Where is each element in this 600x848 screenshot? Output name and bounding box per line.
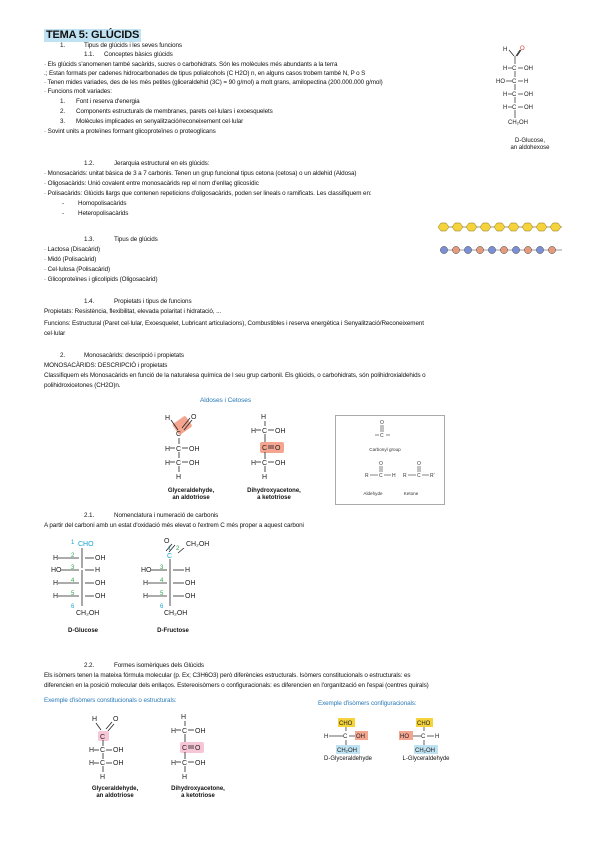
polysaccharide-chains-figure: [436, 219, 566, 259]
svg-text:R: R: [365, 473, 369, 479]
text-line: · Els glúcids s'anomenen també sacàrids, sucres o carbohidrats. Són les molècules més abundants a la terra: [44, 61, 338, 68]
text-line: diferencien en la posició molecular dels enllaços. Estereoisòmers o configuracionals: es diferencien en l'organització en l'espai (centres quirals): [44, 682, 429, 689]
d-glyceraldehyde-caption: D-Glyceraldehyde: [323, 756, 373, 762]
svg-text:C: C: [417, 473, 421, 479]
section-1-1-number: 1.1.: [84, 51, 95, 58]
bullet-item: Homopolisacàrids: [78, 200, 127, 207]
svg-text:O: O: [520, 46, 525, 52]
text-line: Propietats: Resistència, flexibilitat, elevada polaritat i hidratació, ...: [44, 308, 222, 315]
glyceraldehyde-structure: [160, 410, 230, 490]
ketone-label: Ketone: [403, 491, 419, 496]
svg-text:H: H: [143, 593, 149, 600]
svg-text:OH: OH: [113, 747, 124, 754]
section-1-4-heading: Propietats i tipus de funcions: [114, 298, 192, 305]
svg-text:6: 6: [71, 604, 75, 610]
svg-text:H: H: [95, 567, 101, 574]
isomer-dihydroxyacetone-caption-1: Dihydroxyacetone,: [171, 786, 225, 792]
section-1-3-heading: Tipus de glúcids: [114, 236, 158, 243]
list-item: Components estructurals de membranes, parets cel·lulars i exoesquelets: [76, 108, 273, 115]
aldoses-figure-title: Aldoses i Cetoses: [200, 397, 252, 404]
svg-text:OH: OH: [95, 593, 106, 600]
svg-text:H: H: [503, 47, 508, 53]
svg-text:O: O: [275, 445, 281, 452]
list-number: 1.: [60, 98, 66, 105]
isomer-glyceraldehyde-caption-1: Glyceraldehyde,: [91, 786, 139, 792]
svg-text:H: H: [89, 747, 95, 754]
carbonyl-group-label: Carbonyl group: [369, 447, 401, 452]
text-line: polihidroxicetones (CH2O)n.: [44, 382, 121, 389]
svg-text:HO: HO: [51, 567, 62, 574]
svg-text:C: C: [512, 79, 517, 85]
svg-text:OH: OH: [275, 428, 286, 435]
svg-text:H: H: [185, 567, 191, 574]
svg-text:C: C: [380, 433, 384, 439]
svg-text:H: H: [53, 555, 59, 562]
d-fructose-caption: D-Fructose: [157, 628, 189, 634]
d-fructose-numbering-structure: [140, 536, 220, 626]
svg-text:C: C: [176, 446, 182, 453]
text-line: A partir del carboni amb un estat d'oxidació més elevat o l'extrem C més proper a aquest carboni: [44, 522, 304, 529]
svg-text:H: H: [171, 760, 177, 767]
svg-text:H: H: [435, 734, 440, 740]
svg-text:C: C: [167, 553, 173, 560]
section-2-2-heading: Formes isomèriques dels Glúcids: [114, 662, 204, 669]
section-2-caps-heading: MONOSACÀRIDS: DESCRIPCIÓ i propietats: [44, 362, 168, 369]
bullet-dash: -: [62, 210, 64, 217]
svg-text:H: H: [324, 734, 329, 740]
isomer-glyceraldehyde-caption-2: an aldotriose: [96, 793, 134, 799]
svg-text:CH₂OH: CH₂OH: [186, 541, 210, 548]
svg-text:H: H: [89, 760, 95, 767]
svg-text:OH: OH: [185, 580, 196, 587]
aldehyde-label: Aldehyde: [363, 491, 383, 496]
svg-text:OH: OH: [113, 760, 124, 767]
svg-text:OH: OH: [275, 460, 286, 467]
svg-text:CHO: CHO: [417, 721, 431, 727]
section-1-3-number: 1.3.: [84, 236, 95, 243]
svg-text:O: O: [195, 745, 201, 752]
svg-text:H: H: [251, 460, 257, 467]
svg-text:5: 5: [160, 591, 164, 597]
svg-text:OH: OH: [189, 446, 200, 453]
section-2-heading: Monosacàrids: descripció i propietats: [84, 352, 184, 359]
svg-text:H: H: [503, 66, 508, 72]
bullet-dash: -: [62, 200, 64, 207]
svg-text:C: C: [262, 445, 268, 452]
section-1-2-heading: Jerarquia estructural en els glúcids:: [114, 160, 210, 167]
svg-text:H: H: [53, 593, 59, 600]
carbonyl-group-diagram: [335, 415, 443, 503]
svg-text:CH₂OH: CH₂OH: [76, 610, 100, 617]
svg-text:OH: OH: [524, 92, 533, 98]
svg-text:C: C: [262, 428, 268, 435]
section-2-1-number: 2.1.: [84, 512, 95, 519]
svg-text:H: H: [176, 474, 182, 481]
section-2-number: 2.: [60, 352, 66, 359]
glyceraldehyde-caption-1: Glyceraldehyde,: [167, 488, 215, 494]
list-item: Font i reserva d'energia: [76, 98, 140, 105]
svg-text:H: H: [261, 414, 267, 421]
svg-text:H: H: [165, 460, 171, 467]
text-line: · Midó (Polisacàrid): [44, 256, 97, 263]
svg-text:H: H: [53, 580, 59, 587]
text-line: · Polisacàrids: Glúcids llargs que contenen repeticions d'oligosacàrids, poden ser lineals o ramificats. Les classifiquem en:: [44, 190, 372, 197]
svg-text:C: C: [182, 760, 188, 767]
svg-text:6: 6: [160, 604, 164, 610]
page-title: TEMA 5: GLÚCIDS: [46, 29, 140, 41]
svg-text:C: C: [421, 734, 426, 740]
svg-text:HO: HO: [141, 567, 152, 574]
svg-text:H: H: [165, 446, 171, 453]
svg-text:R': R': [430, 473, 435, 479]
d-glucose-numbering-structure: [50, 536, 130, 626]
svg-text:4: 4: [71, 578, 75, 584]
text-line: · Funcions molt variades:: [44, 88, 112, 95]
svg-text:4: 4: [160, 578, 164, 584]
text-line: · Lactosa (Disacàrid): [44, 246, 100, 253]
section-1-1-heading: Conceptes bàsics glúcids: [104, 51, 173, 58]
svg-text:O: O: [417, 461, 421, 467]
svg-text:HO: HO: [400, 734, 409, 740]
list-item: Molècules implicades en senyalització/reconeixement cel·lular: [76, 118, 244, 125]
list-number: 3.: [60, 118, 66, 125]
text-line: · Tenen mides variades, des de les més petites (gliceraldehid (3C) = 90 g/mol) a molt grans, amilopectina (200.000.000 g/mol): [44, 79, 383, 86]
svg-text:1: 1: [71, 540, 75, 546]
svg-text:H: H: [503, 105, 508, 111]
svg-text:C: C: [379, 473, 383, 479]
svg-text:CHO: CHO: [339, 721, 353, 727]
text-line: · Monosacàrids: unitat bàsica de 3 a 7 carbonis. Tenen un grup funcional tipus cetona (cetosa) o un aldehid (Aldosa): [44, 170, 357, 177]
svg-text:O: O: [113, 716, 119, 723]
svg-text:CH₂OH: CH₂OH: [337, 748, 357, 754]
text-line: · Glicoproteïnes i glicolípids (Oligosacàrid): [44, 276, 158, 283]
svg-text:H: H: [171, 728, 177, 735]
svg-text:O: O: [164, 538, 170, 545]
svg-text:HO: HO: [496, 79, 505, 85]
svg-text:R: R: [403, 473, 407, 479]
svg-text:OH: OH: [195, 760, 206, 767]
svg-text:OH: OH: [524, 66, 533, 72]
svg-text:OH: OH: [524, 105, 533, 111]
text-line: · Sovint units a proteïnes formant glicoproteïnes o proteoglicans: [44, 128, 216, 135]
svg-text:OH: OH: [195, 728, 206, 735]
svg-text:C: C: [512, 92, 517, 98]
svg-text:C: C: [100, 760, 106, 767]
svg-text:3: 3: [71, 565, 75, 571]
svg-text:H: H: [100, 774, 106, 781]
svg-text:H: H: [182, 774, 188, 781]
section-1-2-number: 1.2.: [84, 160, 95, 167]
glyceraldehyde-caption-2: an aldotriose: [172, 495, 210, 501]
dihydroxyacetone-caption-2: a ketotriose: [257, 495, 291, 501]
text-line: .; Estan formats per cadenes hidrocarbonades de tipus polialcohols (C H2O) n, en alguns casos trobem també N, P o S: [44, 70, 366, 77]
svg-text:H: H: [181, 714, 187, 721]
svg-text:O: O: [191, 414, 197, 421]
svg-text:H: H: [92, 716, 98, 723]
text-line: Els isòmers tenen la mateixa fórmula molecular (p. Ex; C3H6O3) però diferències estructurals. Isòmers constitucionals o estructurals: es: [44, 672, 411, 679]
svg-text:C: C: [100, 747, 106, 754]
section-2-1-heading: Nomenclatura i numeració de carbonis: [114, 512, 219, 519]
l-glyceraldehyde-caption: L-Glyceraldehyde: [402, 756, 450, 762]
glucose-caption-1: D-Glucose,: [514, 138, 545, 144]
svg-text:CH₂OH: CH₂OH: [164, 610, 188, 617]
svg-text:O: O: [379, 461, 383, 467]
svg-text:CHO: CHO: [78, 541, 94, 548]
svg-text:OH: OH: [356, 734, 365, 740]
svg-text:2: 2: [71, 553, 75, 559]
svg-text:H: H: [165, 415, 171, 422]
svg-text:O: O: [380, 420, 384, 426]
svg-text:OH: OH: [185, 593, 196, 600]
list-number: 2.: [60, 108, 66, 115]
svg-text:OH: OH: [189, 460, 200, 467]
svg-text:H: H: [262, 474, 268, 481]
bullet-item: Heteropolisacàrids: [78, 210, 129, 217]
svg-text:C: C: [512, 66, 517, 72]
svg-text:5: 5: [71, 591, 75, 597]
svg-text:C: C: [262, 460, 268, 467]
svg-text:H: H: [392, 473, 396, 479]
svg-text:OH: OH: [95, 580, 106, 587]
svg-text:C: C: [512, 105, 517, 111]
svg-text:1: 1: [168, 546, 172, 552]
text-line: cel·lular: [44, 330, 66, 337]
svg-text:C: C: [182, 728, 188, 735]
section-1-heading: Tipus de glúcids i les seves funcions: [84, 42, 182, 49]
svg-text:H: H: [524, 79, 529, 85]
svg-text:C: C: [343, 734, 348, 740]
text-line: · Cel·lulosa (Polisacàrid): [44, 266, 110, 273]
svg-text:C: C: [182, 745, 188, 752]
isomer-glyceraldehyde-structure: [84, 712, 154, 786]
dihydroxyacetone-structure: [246, 412, 316, 492]
svg-text:C: C: [100, 734, 106, 741]
glucose-caption-2: an aldohexose: [510, 145, 550, 151]
d-glucose-caption: D-Glucose: [67, 628, 98, 634]
svg-text:OH: OH: [95, 555, 106, 562]
isomer-dihydroxyacetone-structure: [166, 712, 236, 786]
svg-text:C: C: [176, 460, 182, 467]
svg-text:3: 3: [160, 565, 164, 571]
svg-text:CH₂OH: CH₂OH: [415, 748, 435, 754]
svg-text:H: H: [143, 580, 149, 587]
svg-text:2: 2: [176, 546, 180, 552]
svg-text:H: H: [503, 92, 508, 98]
configurational-isomers-label: Exemple d'isòmers configuracionals:: [318, 700, 417, 707]
text-line: Funcions: Estructural (Paret cel·lular, Exoesquelet, Lubricant articulacions), Combustibles i reserva energètica i Senyalització/Reconeixement: [44, 320, 424, 327]
svg-text:C: C: [176, 431, 182, 438]
constitutional-isomers-label: Exemple d'isòmers constitucionals o estructurals:: [44, 697, 177, 704]
text-line: Classifiquem els Monosacàrids en funció de la naturalesa química de l seu grup carbonil. Els glúcids, o carbohidrats, són polihidroxialdehids o: [44, 372, 426, 379]
section-1-4-number: 1.4.: [84, 298, 95, 305]
svg-text:CH₂OH: CH₂OH: [508, 120, 528, 126]
dihydroxyacetone-caption-1: Dihydroxyacetone,: [247, 488, 301, 494]
text-line: · Oligosacàrids: Unió covalent entre monosacàrids rep el nom d'enllaç glicosídic: [44, 180, 259, 187]
section-2-2-number: 2.2.: [84, 662, 95, 669]
section-1-number: 1.: [60, 42, 66, 49]
isomer-dihydroxyacetone-caption-2: a ketotriose: [181, 793, 215, 799]
svg-text:H: H: [251, 428, 257, 435]
